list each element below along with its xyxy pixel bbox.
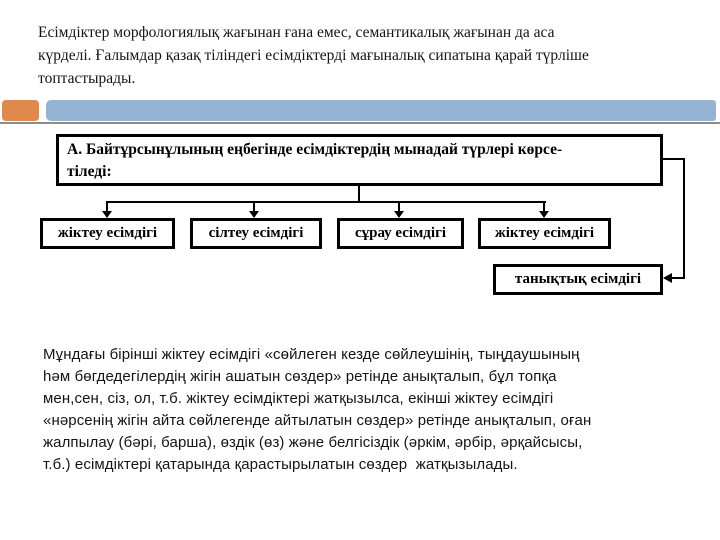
body-line: «нәрсенің жігін айта сөйлегенде айтылатын сөздер» ретінде анықталып, оған [43, 412, 592, 429]
body-line: жалпылау (бәрі, барша), өздік (өз) және белгісіздік (әркім, әрбір, әрқайсысы, [43, 434, 583, 451]
down-arrowhead-icon [249, 211, 259, 218]
root-node-box [56, 134, 663, 186]
side-connector-bottom-segment [671, 277, 685, 279]
root-node-label-line: А. Байтұрсынұлының еңбегінде есімдіктердің мынадай түрлері көрсе- [67, 141, 563, 158]
intro-paragraph [38, 21, 589, 90]
intro-line: күрделі. Ғалымдар қазақ тіліндегі есімдіктерді мағыналық сипатына қарай түрліше [38, 47, 589, 64]
intro-line: топтастырады. [38, 70, 136, 87]
body-line: Мұндағы бірінші жіктеу есімдігі «сөйлеген кезде сөйлеушінің, тыңдаушының [43, 346, 580, 363]
body-line: т.б.) есімдіктері қатарында қарастырылатын сөздер жатқызылады. [43, 456, 518, 473]
child-node-1: жіктеу есімдігі [40, 218, 175, 249]
down-arrowhead-icon [102, 211, 112, 218]
side-connector-top-segment [663, 158, 685, 160]
decor-divider-line [0, 122, 720, 124]
decor-blue-band [46, 100, 716, 121]
body-paragraph [43, 344, 591, 476]
connector-drop-3 [398, 201, 400, 211]
connector-drop-1 [106, 201, 108, 211]
down-arrowhead-icon [539, 211, 549, 218]
down-arrowhead-icon [394, 211, 404, 218]
connector-horizontal-line [107, 201, 546, 203]
body-line: мен,сен, сіз, ол, т.б. жіктеу есімдіктері жатқызылса, екінші жіктеу есімдігі [43, 390, 554, 407]
connector-drop-4 [543, 201, 545, 211]
side-node: танықтық есімдігі [493, 264, 663, 295]
connector-root-stub [358, 186, 360, 202]
decor-orange-block [2, 100, 39, 121]
child-node-4: жіктеу есімдігі [478, 218, 611, 249]
side-connector-vertical-segment [683, 158, 685, 279]
connector-drop-2 [253, 201, 255, 211]
body-line: һәм бөгдедегілердің жігін ашатын сөздер» ретінде анықталып, бұл топқа [43, 368, 557, 385]
intro-line: Есімдіктер морфологиялық жағынан ғана емес, семантикалық жағынан да аса [38, 24, 555, 41]
child-node-2: сілтеу есімдігі [190, 218, 322, 249]
left-arrowhead-icon [663, 273, 672, 283]
child-node-3: сұрау есімдігі [337, 218, 464, 249]
root-node-label-line: тіледі: [67, 163, 112, 180]
